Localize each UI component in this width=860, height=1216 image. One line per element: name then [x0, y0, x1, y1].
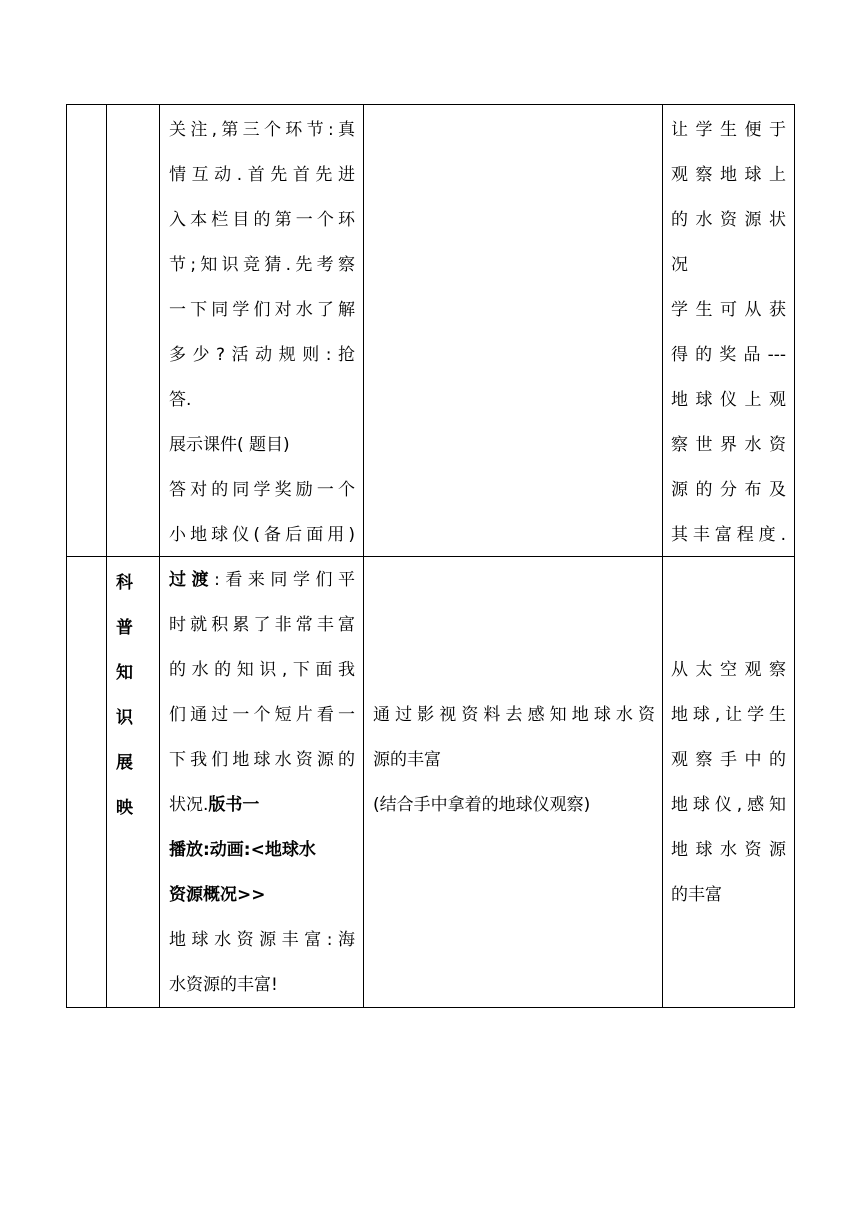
- text-line: 情互动.首先首先进: [169, 165, 355, 185]
- text-line: 答对的同学奖励一个: [169, 480, 355, 500]
- text-line: 多少?活动规则:抢: [169, 345, 355, 365]
- text-line: 入本栏目的第一个环: [169, 210, 355, 230]
- section-char: 展: [116, 753, 133, 773]
- text-line: 资源概况>>: [169, 885, 266, 905]
- text-line: 的水的知识,下面我: [169, 660, 355, 680]
- text-line: 观察地球上: [671, 165, 786, 185]
- text-line: 地球仪,感知: [671, 795, 786, 815]
- text-line: 得的奖品---: [671, 345, 786, 365]
- text-line: 节;知识竞猜.先考察: [169, 255, 355, 275]
- section-char: 映: [116, 798, 133, 818]
- text-line: 通过影视资料去感知地球水资: [373, 705, 655, 725]
- text-line: 播放:动画:<地球水: [169, 840, 316, 860]
- text-line: 源的丰富: [373, 750, 441, 770]
- text-line: 们通过一个短片看一: [169, 705, 355, 725]
- text-line: [169, 558, 355, 603]
- row1-design-intent: [671, 108, 786, 558]
- text-line: 展示课件( 题目): [169, 435, 290, 455]
- text-line: 一下同学们对水了解: [169, 300, 355, 320]
- text-line: 观察手中的: [671, 750, 786, 770]
- row2-design-intent: [671, 648, 786, 918]
- board-note: 版书一: [208, 795, 260, 815]
- text-line: 下我们地球水资源的: [169, 750, 355, 770]
- row2-student-activity: [373, 693, 655, 828]
- text-line: 从太空观察: [671, 660, 786, 680]
- text-line: 关注,第三个环节:真: [169, 120, 355, 140]
- text-line: 学生可从获: [671, 300, 786, 320]
- section-char: 普: [116, 618, 133, 638]
- text-line: 地球,让学生: [671, 705, 786, 725]
- text-line: 地球仪上观: [671, 390, 786, 410]
- text-line: 察世界水资: [671, 435, 786, 455]
- section-char: 科: [116, 573, 133, 593]
- row2-teacher-activity: [169, 558, 355, 1008]
- text-line: 水资源的丰富!: [169, 975, 278, 995]
- status-text: 状况.: [169, 795, 209, 815]
- text-line: 地球水资源丰富:海: [169, 930, 355, 950]
- text-line: 其丰富程度.: [671, 525, 786, 545]
- text-line: 小地球仪(备后面用): [169, 525, 355, 545]
- text-line: 源的分布及: [671, 480, 786, 500]
- text-line: (结合手中拿着的地球仪观察): [373, 795, 591, 815]
- row1-teacher-activity: [169, 108, 355, 558]
- text-line: 的水资源状: [671, 210, 786, 230]
- section-char: 知: [116, 663, 133, 683]
- text-line: 答.: [169, 390, 192, 410]
- text-line: [169, 783, 355, 828]
- text-line: 地球水资源: [671, 840, 786, 860]
- section-char: 识: [116, 708, 133, 728]
- transition-text: :看来同学们平: [214, 570, 356, 590]
- text-line: 让学生便于: [671, 120, 786, 140]
- text-line: 况: [671, 255, 688, 275]
- transition-label: 过渡: [169, 570, 215, 590]
- text-line: 时就积累了非常丰富: [169, 615, 355, 635]
- text-line: 的丰富: [671, 885, 722, 905]
